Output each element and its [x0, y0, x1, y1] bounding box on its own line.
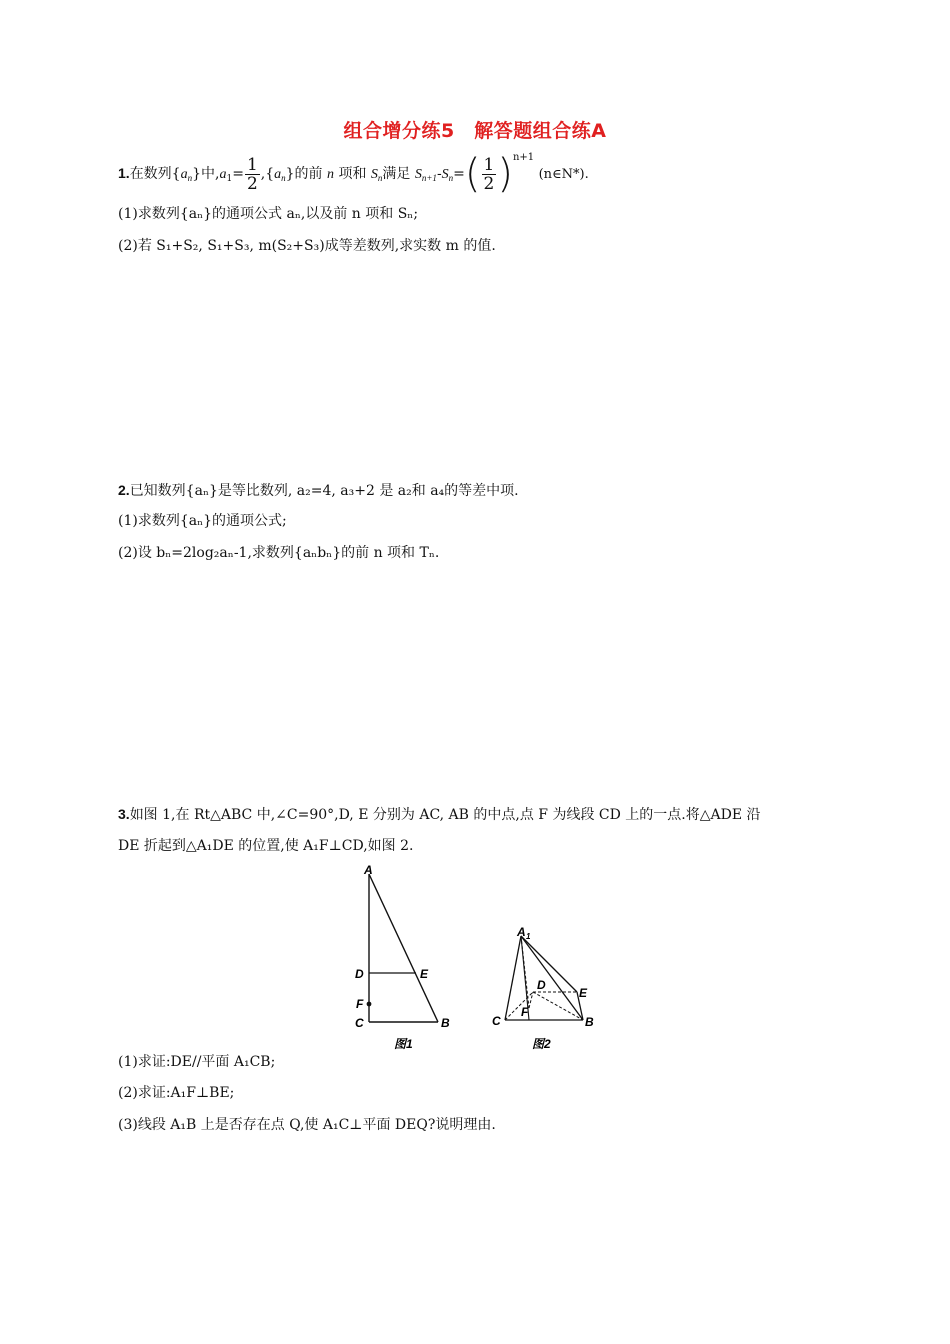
q1-text: }中,: [192, 166, 220, 182]
q2-stem: [118, 480, 519, 501]
q1-number: 1.: [118, 165, 130, 181]
fig2-label-a1-sub: 1: [526, 932, 531, 941]
fig2-caption: 图2: [532, 1037, 551, 1051]
q1-fraction: $\frac{1}{2}$: [246, 154, 258, 194]
fig2-label-f: F: [521, 1005, 529, 1019]
fig1-label-f: F: [356, 997, 364, 1011]
q1-text: =: [453, 166, 465, 182]
q1-text: =: [232, 166, 244, 182]
fig1-label-b: B: [441, 1016, 450, 1030]
q3-stem-line1: [118, 804, 761, 825]
q3-number: 3.: [118, 806, 130, 822]
q1-text: ,{: [260, 166, 275, 182]
q2-part1: (1)求数列{aₙ}的通项公式;: [118, 513, 287, 529]
fig1-label-c: C: [355, 1016, 364, 1030]
q1-text: -: [436, 166, 442, 182]
q1-part2: (2)若 S₁+S₂, S₁+S₃, m(S₂+S₃)成等差数列,求实数 m 的值.: [118, 238, 496, 254]
q3-part3: (3)线段 A₁B 上是否存在点 Q,使 A₁C⊥平面 DEQ?说明理由.: [118, 1117, 496, 1133]
fig1-caption: 图1: [394, 1037, 413, 1051]
page-title: 组合增分练5 解答题组合练A: [343, 120, 607, 142]
fig2-label-e: E: [579, 986, 588, 1000]
q1-text: }的前: [285, 166, 323, 182]
fig2-label-d: D: [537, 978, 546, 992]
q1-text: 满足: [382, 166, 411, 182]
q3-part1: (1)求证:DE//平面 A₁CB;: [118, 1054, 276, 1070]
q1-text: 在数列{: [129, 166, 181, 182]
q1-condition: (n∈N*).: [538, 167, 589, 182]
figure-1: [350, 860, 460, 1059]
fig1-label-a: A: [364, 863, 373, 877]
q3-stem-line2: DE 折起到△A₁DE 的位置,使 A₁F⊥CD,如图 2.: [118, 838, 414, 854]
fig2-label-b: B: [585, 1015, 594, 1029]
fig1-label-d: D: [355, 967, 364, 981]
fig2-label-c: C: [492, 1014, 501, 1028]
q1-fraction: $\frac{1}{2}$: [483, 154, 495, 194]
q2-stem-text: 已知数列{aₙ}是等比数列, a₂=4, a₃+2 是 a₂和 a₄的等差中项.: [129, 483, 519, 499]
q1-exponent: n+1: [512, 152, 535, 163]
figure-2: [485, 920, 605, 1059]
fig1-label-e: E: [420, 967, 429, 981]
q1-text: 项和: [338, 166, 367, 182]
q2-number: 2.: [118, 482, 130, 498]
fig2-label-a1: A: [517, 925, 526, 939]
q1-part1: (1)求数列{aₙ}的通项公式 aₙ,以及前 n 项和 Sₙ;: [118, 206, 419, 222]
q1-stem: 1.在数列$\{a_n\}$中$,a_1=$ $\frac{1}{2}$ $,\{a_n\}$的前 n 项和 $S_n$满足 $S_{n+1}-S_n=$( $\frac{1}{2}$ )$^{n+1}$ (n∈N*).: [118, 151, 589, 197]
q2-part2: (2)设 bₙ=2log₂aₙ-1,求数列{aₙbₙ}的前 n 项和 Tₙ.: [118, 545, 440, 561]
q3-stem-text: 如图 1,在 Rt△ABC 中,∠C=90°,D, E 分别为 AC, AB 的中点,点 F 为线段 CD 上的一点.将△ADE 沿: [129, 807, 761, 823]
q3-part2: (2)求证:A₁F⊥BE;: [118, 1085, 235, 1101]
